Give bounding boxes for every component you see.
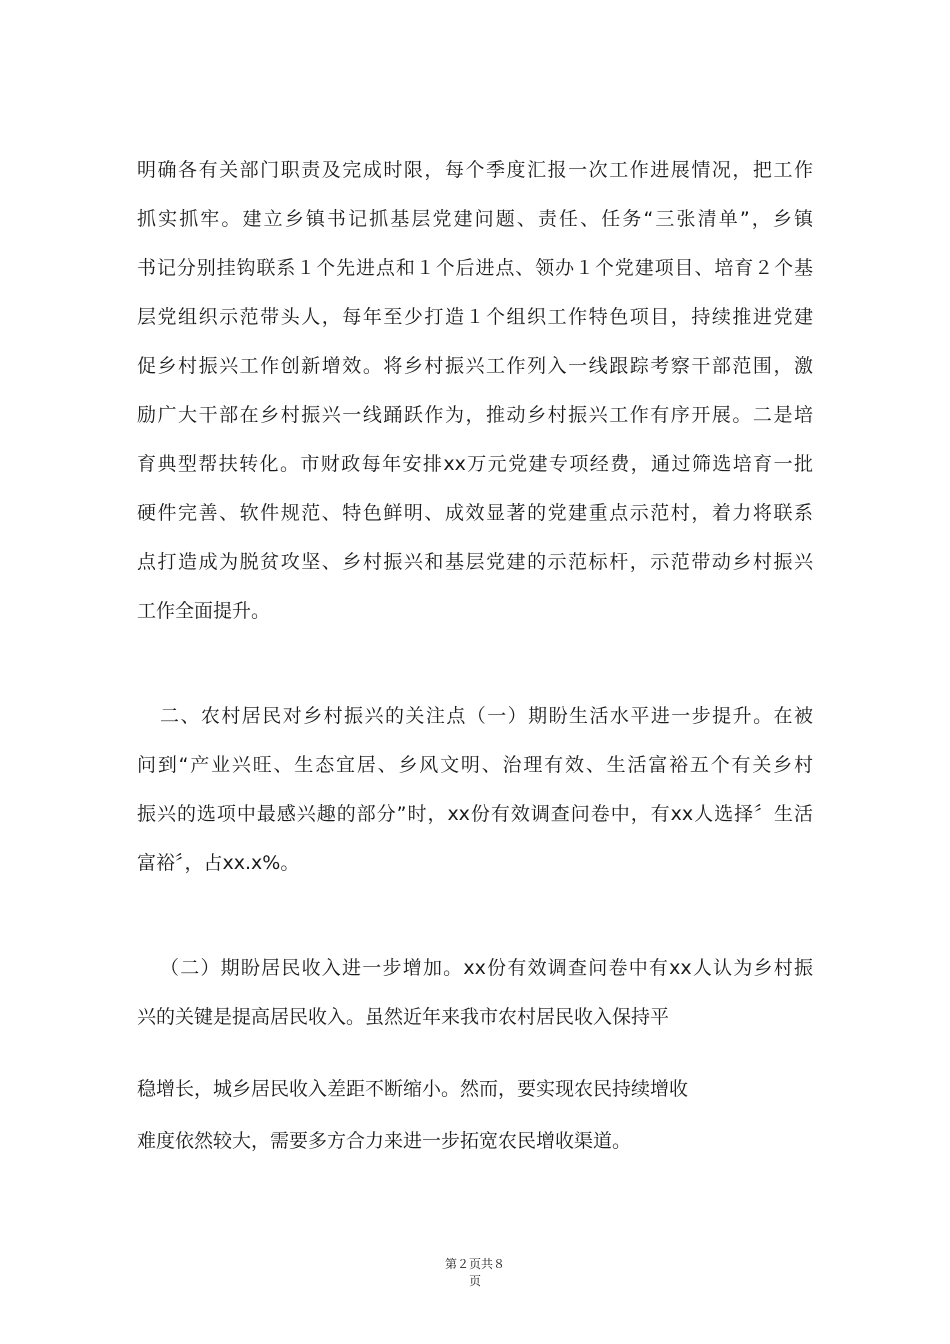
paragraph-2-line-1: 二、农村居民对乡村振兴的关注点（一）期盼生活水平进一步提升。在被: [160, 705, 813, 727]
paragraph-1-line-9: 点打造成为脱贫攻坚、乡村振兴和基层党建的示范标杆，示范带动乡村振兴: [137, 551, 813, 573]
paragraph-2-line-4: 富裕〞，占xx.x%。: [137, 852, 300, 874]
paragraph-1-line-2: 抓实抓牢。建立乡镇书记抓基层党建问题、责任、任务“三张清单”，乡镇: [137, 208, 813, 230]
paragraph-4-line-2: 难度依然较大，需要多方合力来进一步拓宽农民增收渠道。: [137, 1130, 632, 1152]
paragraph-1-line-8: 硬件完善、软件规范、特色鲜明、成效显著的党建重点示范村，着力将联系: [137, 502, 813, 524]
paragraph-2-line-2: 问到“产业兴旺、生态宜居、乡风文明、治理有效、生活富裕五个有关乡村: [137, 754, 813, 776]
paragraph-4-line-1: 稳增长，城乡居民收入差距不断缩小。然而，要实现农民持续增收: [137, 1078, 689, 1100]
paragraph-1-line-4: 层党组织示范带头人，每年至少打造１个组织工作特色项目，持续推进党建: [137, 306, 813, 328]
paragraph-1-line-10: 工作全面提升。: [137, 600, 271, 622]
paragraph-3-line-2: 兴的关键是提高居民收入。虽然近年来我市农村居民收入保持平: [137, 1006, 670, 1028]
paragraph-1-line-3: 书记分别挂钩联系１个先进点和１个后进点、领办１个党建项目、培育２个基: [137, 257, 813, 279]
paragraph-3-line-1: （二）期盼居民收入进一步增加。xx份有效调查问卷中有xx人认为乡村振: [160, 957, 813, 979]
page-number-line-2: 页: [468, 1274, 481, 1288]
paragraph-2-line-3: 振兴的选项中最感兴趣的部分”时，xx份有效调查问卷中，有xx人选择〞生活: [137, 803, 813, 825]
page-number-line-1: 第２页共８: [444, 1257, 505, 1271]
paragraph-1-line-6: 励广大干部在乡村振兴一线踊跃作为，推动乡村振兴工作有序开展。二是培: [137, 404, 813, 426]
paragraph-1-line-5: 促乡村振兴工作创新增效。将乡村振兴工作列入一线跟踪考察干部范围，激: [137, 355, 813, 377]
paragraph-1-line-7: 育典型帮扶转化。市财政每年安排xx万元党建专项经费，通过筛选培育一批: [137, 453, 813, 475]
paragraph-1-line-1: 明确各有关部门职责及完成时限，每个季度汇报一次工作进展情况，把工作: [137, 159, 813, 181]
